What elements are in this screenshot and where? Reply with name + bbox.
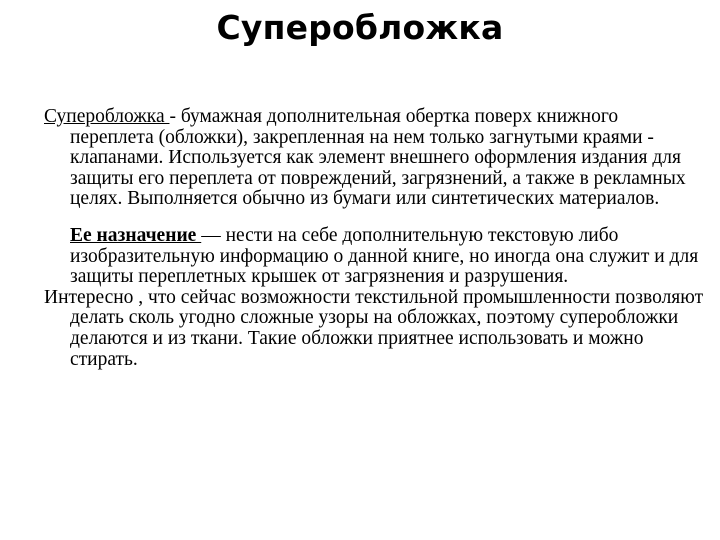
purpose-paragraph xyxy=(44,226,704,288)
slide-body xyxy=(44,107,704,370)
definition-text: - бумажная дополнительная обертка поверх книжного переплета (обложки), закрепленная на нем только загнутыми краями - клапанами. Используется как элемент внешнего оформления издания для защиты его переплета от повреждений, загрязнений, а также в рекламных целях. Выполняется обычно из бумаги или синтетических материалов. xyxy=(70,106,686,210)
interesting-fact-paragraph xyxy=(44,288,704,370)
purpose-term: Ее назначение xyxy=(70,224,202,246)
definition-paragraph xyxy=(44,107,704,210)
purpose-text: — нести на себе дополнительную текстовую либо изобразительную информацию о данной книге, но иногда она служит и для защиты переплетных крышек от загрязнения и разрушения. xyxy=(70,224,699,288)
definition-term: Суперобложка xyxy=(44,106,170,127)
slide-title: Суперобложка xyxy=(216,8,504,47)
interesting-fact-text: Интересно , что сейчас возможности текстильной промышленности позволяют делать сколь угодно сложные узоры на обложках, поэтому суперобложки делаются и из ткани. Такие обложки приятнее использовать и можно стирать. xyxy=(44,286,704,370)
